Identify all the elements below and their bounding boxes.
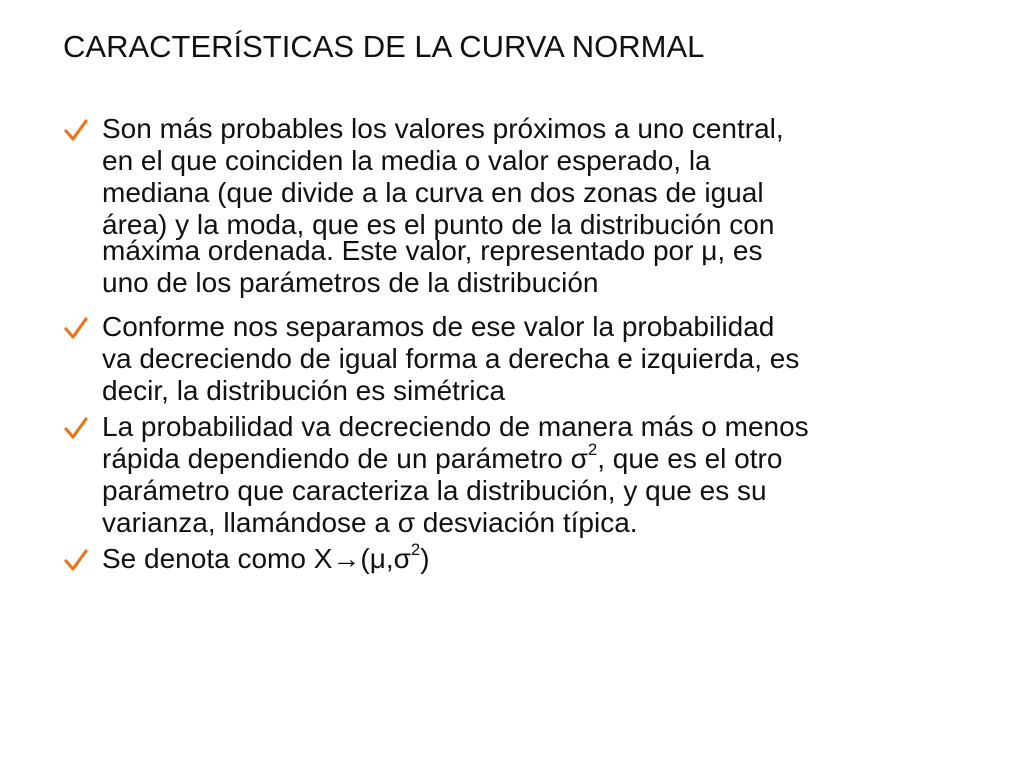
checkmark-icon — [62, 116, 90, 144]
bullet-item — [62, 411, 982, 539]
bullet-item — [62, 113, 982, 299]
bullet-line: en el que coinciden la media o valor esperado, la — [102, 145, 711, 176]
bullet-line: parámetro que caracteriza la distribución, y que es su — [102, 475, 767, 506]
bullet-line: Conforme nos separamos de ese valor la probabilidad — [102, 311, 775, 342]
slide-title: CARACTERÍSTICAS DE LA CURVA NORMAL — [63, 29, 705, 64]
bullet-text: , que es el otro — [597, 443, 783, 474]
bullet-text: Se denota como X→(μ,σ — [102, 543, 411, 574]
bullet-text: ) — [420, 543, 430, 574]
bullet-line: decir, la distribución es simétrica — [102, 375, 506, 406]
bullet-line: va decreciendo de igual forma a derecha e izquierda, es — [102, 343, 800, 374]
superscript: 2 — [410, 540, 421, 560]
bullet-line: varianza, llamándose a σ desviación típica. — [102, 507, 638, 538]
bullet-line: La probabilidad va decreciendo de manera más o menos — [102, 411, 809, 442]
checkmark-icon — [62, 414, 90, 442]
bullet-item — [62, 540, 982, 575]
superscript: 2 — [587, 440, 598, 460]
bullet-line: mediana (que divide a la curva en dos zonas de igual — [102, 177, 764, 208]
bullet-line: uno de los parámetros de la distribución — [102, 267, 599, 298]
bullet-item — [62, 311, 982, 407]
bullet-line: Son más probables los valores próximos a uno central, — [102, 113, 784, 144]
bullet-list — [62, 113, 982, 575]
checkmark-icon — [62, 314, 90, 342]
bullet-line: máxima ordenada. Este valor, representado por μ, es — [102, 235, 763, 266]
bullet-text: rápida dependiendo de un parámetro σ — [102, 443, 588, 474]
bullet-line: área) y la moda, que es el punto de la distribución con — [102, 209, 775, 240]
bullet-line — [102, 540, 982, 575]
checkmark-icon — [62, 546, 90, 574]
bullet-line — [102, 440, 982, 475]
